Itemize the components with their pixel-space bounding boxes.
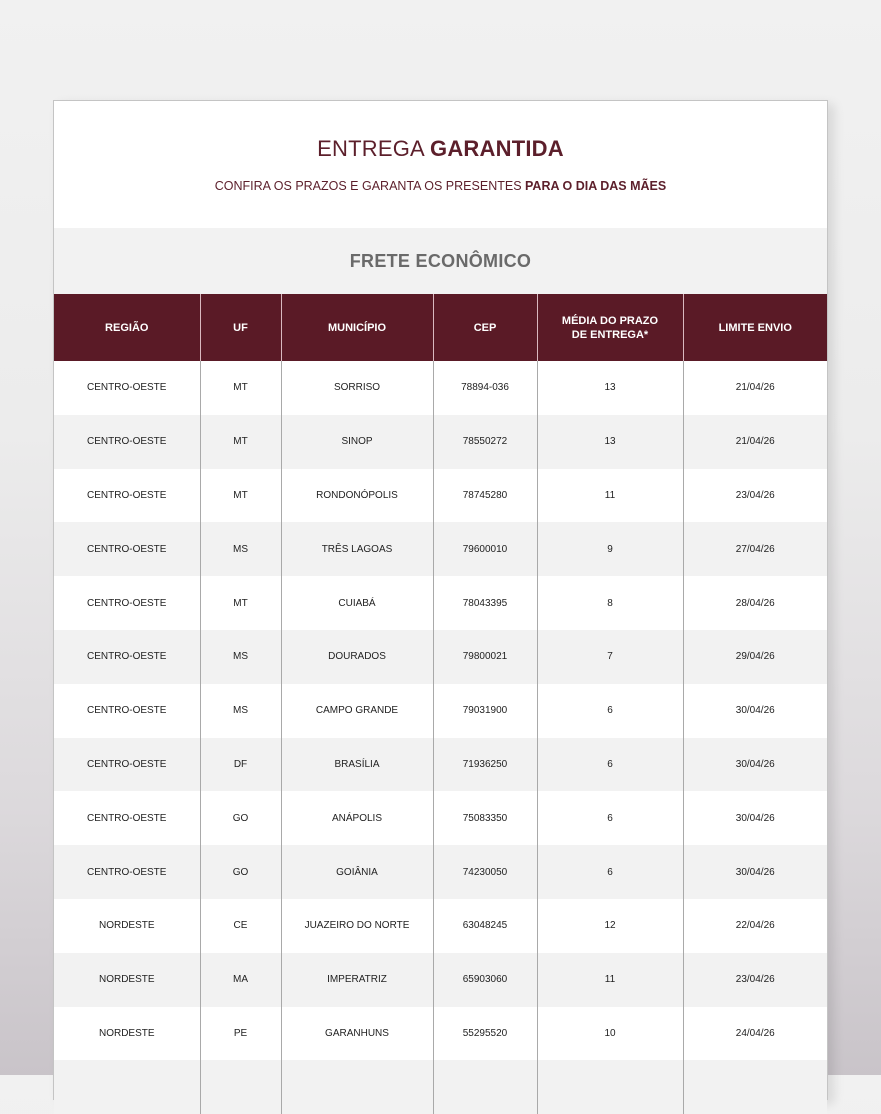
table-row [54,953,827,1007]
column-header-limite-envio: LIMITE ENVIO [683,294,827,361]
cell-media-prazo: 11 [537,953,683,1007]
cell-media-prazo: 13 [537,415,683,469]
page-subtitle [54,179,827,193]
table-header-row [54,294,827,361]
table-row [54,630,827,684]
cell-limite-envio: 21/04/26 [683,361,827,415]
cell-uf: GO [200,845,281,899]
cell-media-prazo: 6 [537,684,683,738]
cell-limite-envio: 30/04/26 [683,845,827,899]
cell-uf: MS [200,630,281,684]
cell-municipio: JUAZEIRO DO NORTE [281,899,433,953]
cell-empty [54,1060,200,1114]
cell-municipio: TRÊS LAGOAS [281,522,433,576]
cell-limite-envio: 27/04/26 [683,522,827,576]
title-bold: GARANTIDA [430,136,564,161]
section-band [54,228,827,294]
column-header-cep: CEP [433,294,537,361]
cell-limite-envio: 22/04/26 [683,899,827,953]
cell-empty [200,1060,281,1114]
cell-cep: 78043395 [433,576,537,630]
table-row-cutoff [54,1060,827,1114]
cell-cep: 78745280 [433,469,537,523]
cell-cep: 78550272 [433,415,537,469]
cell-media-prazo: 12 [537,899,683,953]
cell-regiao: CENTRO-OESTE [54,684,200,738]
cell-regiao: CENTRO-OESTE [54,469,200,523]
cell-media-prazo: 7 [537,630,683,684]
document-page [53,100,828,1100]
cell-media-prazo: 10 [537,1007,683,1061]
cell-uf: GO [200,791,281,845]
table-body [54,361,827,1114]
cell-regiao: CENTRO-OESTE [54,522,200,576]
cell-media-prazo: 13 [537,361,683,415]
cell-uf: MS [200,684,281,738]
cell-uf: MA [200,953,281,1007]
cell-uf: PE [200,1007,281,1061]
cell-media-prazo: 9 [537,522,683,576]
cell-cep: 79800021 [433,630,537,684]
cell-empty [281,1060,433,1114]
column-header-municipio: MUNICÍPIO [281,294,433,361]
cell-cep: 63048245 [433,899,537,953]
cell-municipio: CUIABÁ [281,576,433,630]
cell-media-prazo: 8 [537,576,683,630]
cell-regiao: CENTRO-OESTE [54,415,200,469]
cell-cep: 71936250 [433,738,537,792]
table-row [54,415,827,469]
cell-limite-envio: 30/04/26 [683,684,827,738]
cell-limite-envio: 28/04/26 [683,576,827,630]
cell-municipio: SINOP [281,415,433,469]
cell-empty [537,1060,683,1114]
cell-limite-envio: 30/04/26 [683,791,827,845]
subtitle-bold: PARA O DIA DAS MÃES [525,179,667,193]
table-row [54,469,827,523]
cell-limite-envio: 21/04/26 [683,415,827,469]
cell-municipio: IMPERATRIZ [281,953,433,1007]
table-row [54,684,827,738]
table-row [54,845,827,899]
table-row [54,791,827,845]
table-row [54,738,827,792]
cell-municipio: GOIÂNIA [281,845,433,899]
cell-regiao: CENTRO-OESTE [54,738,200,792]
cell-regiao: NORDESTE [54,899,200,953]
column-header-regiao: REGIÃO [54,294,200,361]
cell-limite-envio: 30/04/26 [683,738,827,792]
cell-regiao: NORDESTE [54,953,200,1007]
cell-municipio: DOURADOS [281,630,433,684]
cell-cep: 79031900 [433,684,537,738]
cell-cep: 75083350 [433,791,537,845]
cell-cep: 74230050 [433,845,537,899]
cell-cep: 79600010 [433,522,537,576]
cell-limite-envio: 24/04/26 [683,1007,827,1061]
cell-cep: 65903060 [433,953,537,1007]
cell-regiao: CENTRO-OESTE [54,576,200,630]
cell-regiao: NORDESTE [54,1007,200,1061]
cell-municipio: SORRISO [281,361,433,415]
cell-uf: CE [200,899,281,953]
cell-media-prazo: 11 [537,469,683,523]
cell-empty [683,1060,827,1114]
media-header-line2: DE ENTREGA* [571,328,649,341]
column-header-uf: UF [200,294,281,361]
cell-municipio: BRASÍLIA [281,738,433,792]
table-row [54,899,827,953]
cell-cep: 55295520 [433,1007,537,1061]
cell-media-prazo: 6 [537,845,683,899]
media-header-line1: MÉDIA DO PRAZO [561,314,659,327]
cell-uf: MT [200,576,281,630]
cell-limite-envio: 23/04/26 [683,953,827,1007]
table-row [54,1007,827,1061]
cell-uf: MT [200,361,281,415]
column-header-media-prazo [537,294,683,361]
delivery-table [54,294,827,1114]
cell-uf: MT [200,415,281,469]
title-regular: ENTREGA [317,136,424,161]
cell-regiao: CENTRO-OESTE [54,791,200,845]
table-row [54,522,827,576]
cell-media-prazo: 6 [537,791,683,845]
subtitle-regular: CONFIRA OS PRAZOS E GARANTA OS PRESENTES [214,179,522,193]
page-title [54,136,827,162]
cell-municipio: ANÁPOLIS [281,791,433,845]
section-title: FRETE ECONÔMICO [349,251,532,271]
cell-media-prazo: 6 [537,738,683,792]
title-block [54,101,827,228]
cell-municipio: GARANHUNS [281,1007,433,1061]
cell-limite-envio: 29/04/26 [683,630,827,684]
cell-regiao: CENTRO-OESTE [54,845,200,899]
table-row [54,361,827,415]
cell-uf: DF [200,738,281,792]
cell-municipio: CAMPO GRANDE [281,684,433,738]
cell-municipio: RONDONÓPOLIS [281,469,433,523]
cell-cep: 78894-036 [433,361,537,415]
cell-uf: MS [200,522,281,576]
cell-limite-envio: 23/04/26 [683,469,827,523]
table-row [54,576,827,630]
cell-empty [433,1060,537,1114]
cell-uf: MT [200,469,281,523]
cell-regiao: CENTRO-OESTE [54,361,200,415]
cell-regiao: CENTRO-OESTE [54,630,200,684]
